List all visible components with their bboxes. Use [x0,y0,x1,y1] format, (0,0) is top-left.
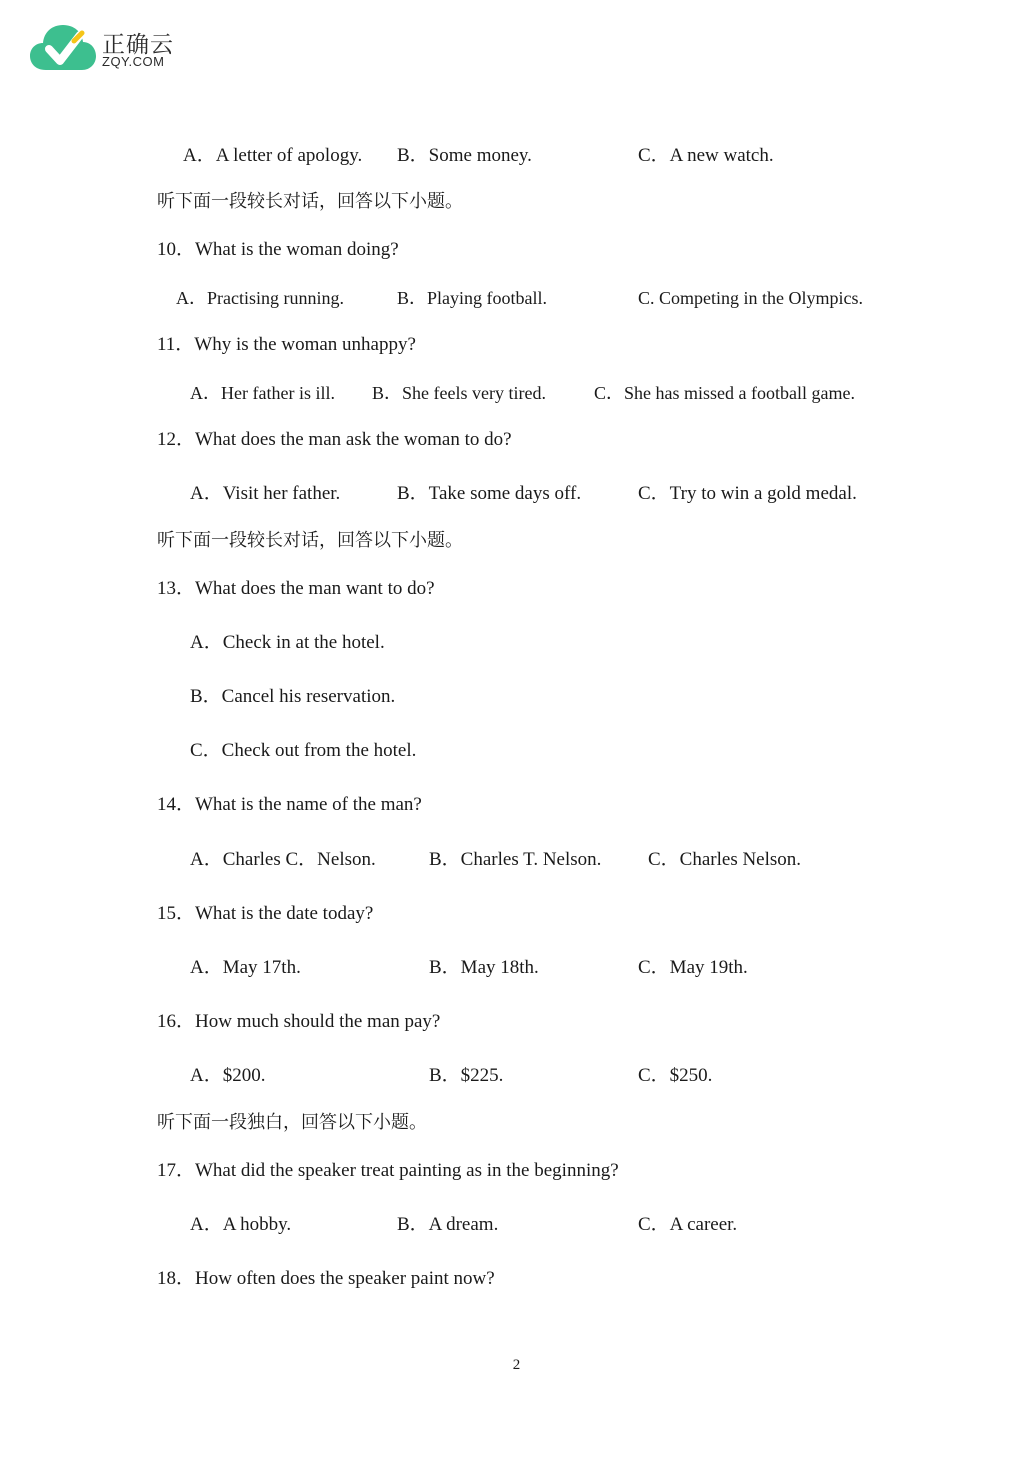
q16-option-c: C．$250. [638,1065,713,1086]
q11-text: 11．Why is the woman unhappy? [157,334,416,355]
q13-option-c: C．Check out from the hotel. [190,740,417,761]
q12-option-a: A．Visit her father. [190,483,341,504]
logo-en-text: ZQY.COM [102,54,165,69]
q16-text: 16．How much should the man pay? [157,1011,441,1032]
q14-text: 14．What is the name of the man? [157,794,422,815]
q10-text: 10．What is the woman doing? [157,239,399,260]
q15-option-c: C．May 19th. [638,957,748,978]
q10-option-b: B．Playing football. [397,288,547,308]
q12-option-c: C．Try to win a gold medal. [638,483,857,504]
logo-cn-text: 正确云 [102,32,174,58]
q13-option-b: B．Cancel his reservation. [190,686,396,707]
q18-text: 18．How often does the speaker paint now? [157,1268,495,1289]
section-instruction-3: 听下面一段独白，回答以下小题。 [157,1112,427,1133]
q14-option-a: A．Charles C．Nelson. [190,849,376,870]
q16-option-b: B．$225. [429,1065,504,1086]
q11-option-b: B．She feels very tired. [372,383,546,403]
page-number: 2 [512,1357,521,1373]
section-instruction-2: 听下面一段较长对话，回答以下小题。 [157,530,463,551]
q9-option-a: A．A letter of apology. [183,145,363,166]
q15-option-a: A．May 17th. [190,957,301,978]
q9-option-c: C．A new watch. [638,145,774,166]
q13-option-a: A．Check in at the hotel. [190,632,385,653]
zqy-logo [30,22,180,74]
q13-text: 13．What does the man want to do? [157,578,435,599]
q11-option-a: A．Her father is ill. [190,383,335,403]
section-instruction-1: 听下面一段较长对话，回答以下小题。 [157,191,463,212]
q16-option-a: A．$200. [190,1065,266,1086]
q9-option-b: B．Some money. [397,145,532,166]
q17-option-a: A．A hobby. [190,1214,292,1235]
q10-option-c: C. Competing in the Olympics. [638,288,863,308]
cloud-check-icon [30,22,98,74]
q15-option-b: B．May 18th. [429,957,539,978]
q10-option-a: A．Practising running. [176,288,344,308]
q17-option-b: B．A dream. [397,1214,499,1235]
q14-option-b: B．Charles T. Nelson. [429,849,602,870]
q15-text: 15．What is the date today? [157,903,374,924]
q12-option-b: B．Take some days off. [397,483,582,504]
q11-option-c: C．She has missed a football game. [594,383,855,403]
q17-option-c: C．A career. [638,1214,738,1235]
q12-text: 12．What does the man ask the woman to do? [157,429,512,450]
q17-text: 17．What did the speaker treat painting as in the beginning? [157,1160,619,1181]
q14-option-c: C．Charles Nelson. [648,849,802,870]
